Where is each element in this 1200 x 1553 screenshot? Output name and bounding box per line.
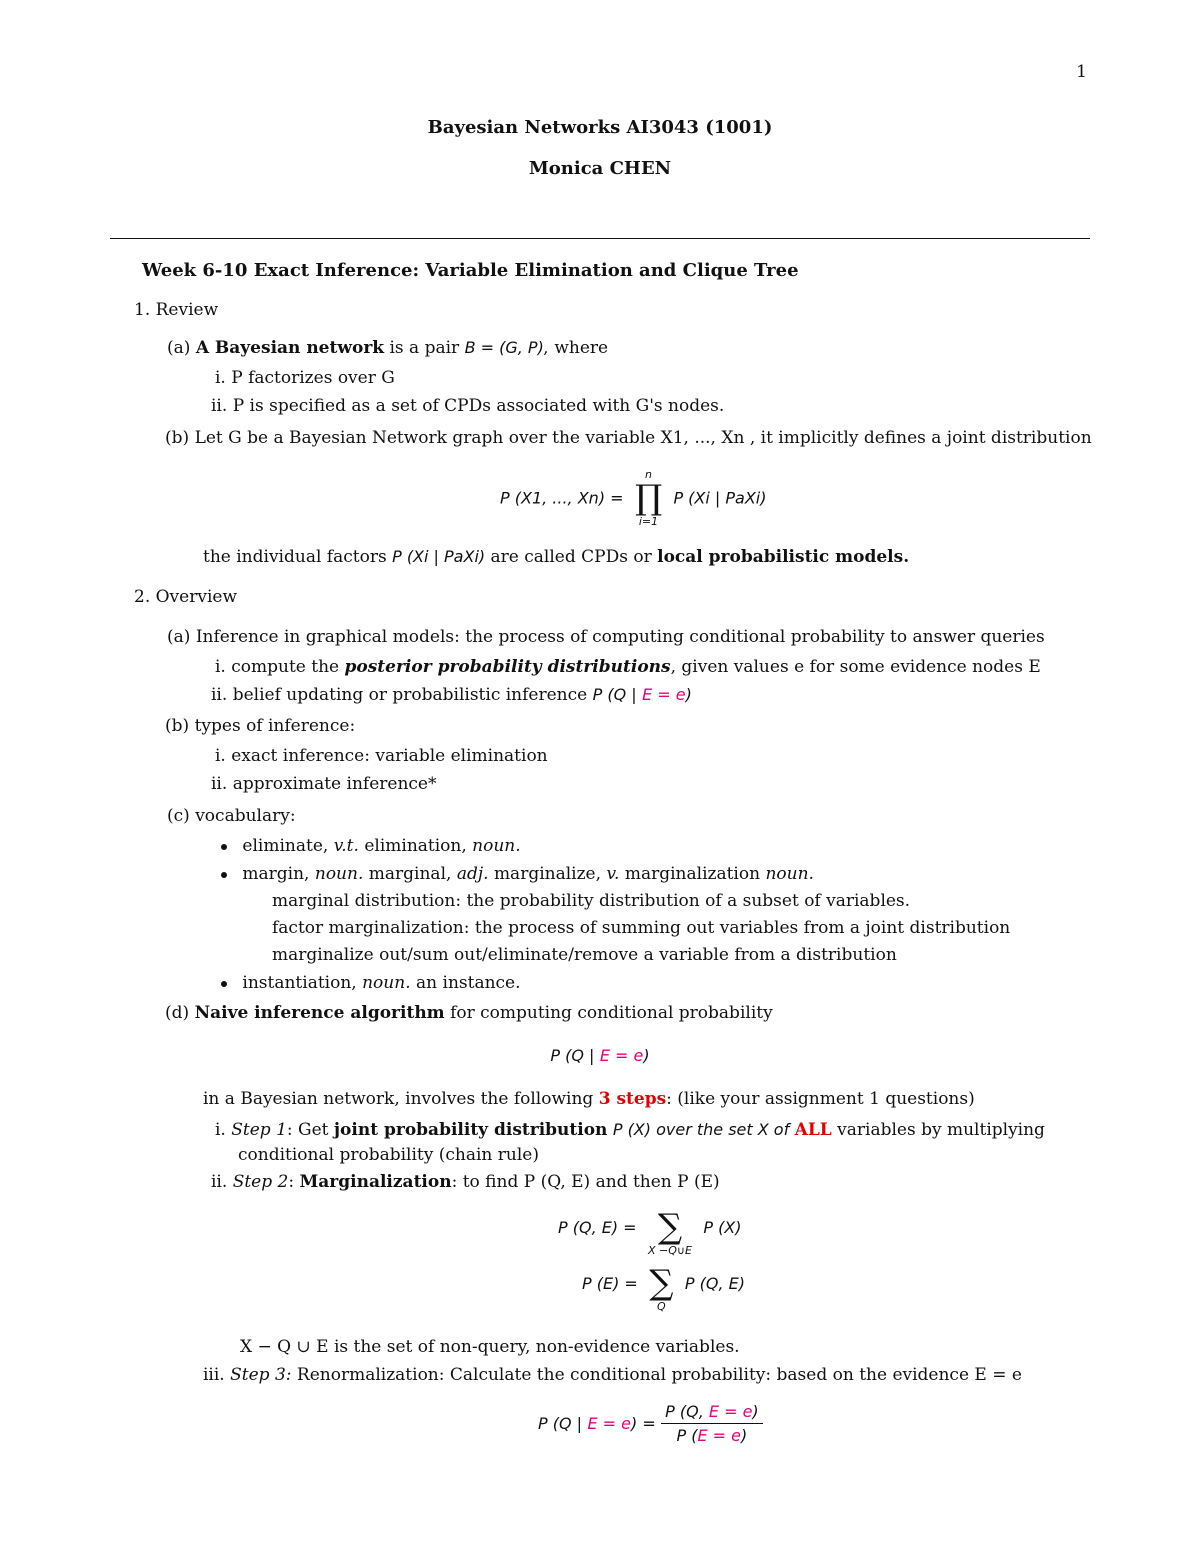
bold-term: joint probability distribution	[333, 1120, 608, 1140]
bullet-icon	[221, 981, 227, 987]
item-label: ii.	[211, 1172, 228, 1192]
item-label: (c)	[167, 806, 190, 826]
review-item-b	[165, 428, 1092, 448]
item-label: ii.	[211, 396, 228, 416]
sum-symbol: ∑	[657, 1207, 683, 1247]
section-overview-label: 2. Overview	[134, 587, 238, 607]
formula-rhs: P (Q, E)	[684, 1274, 746, 1293]
renormalization-formula	[538, 1402, 763, 1445]
marginalization-formula-1	[558, 1207, 742, 1257]
formula-lhs: P (Q |	[538, 1414, 583, 1433]
vocab-bullet-eliminate	[221, 836, 521, 856]
text: marginalization	[624, 864, 761, 884]
conditional-probability-formula	[0, 1046, 1200, 1066]
week-heading: Week 6-10 Exact Inference: Variable Elimination and Clique Tree	[142, 260, 799, 281]
item-label: iii.	[203, 1365, 225, 1385]
sum-symbol: ∑	[649, 1263, 674, 1303]
overview-item-b-ii	[211, 774, 436, 794]
item-label: (b)	[165, 716, 190, 736]
product-upper: n	[645, 468, 652, 481]
math-highlight: E = e	[642, 685, 686, 704]
text: in a Bayesian network, involves the following	[203, 1089, 594, 1109]
step-1	[215, 1120, 1045, 1140]
italic-term: Step 3:	[230, 1365, 292, 1385]
math-inline: P (X) over the set X of	[612, 1120, 790, 1139]
text: types of inference:	[194, 716, 356, 736]
text: an instance.	[416, 973, 521, 993]
text: variables by multiplying	[837, 1120, 1045, 1140]
sum-operator	[648, 1207, 692, 1257]
product-operator	[635, 468, 662, 528]
text: Renormalization: Calculate the conditional probability: based on the evidence E = e	[296, 1365, 1022, 1385]
review-item-a-i	[215, 368, 395, 388]
text: for computing conditional probability	[450, 1003, 773, 1023]
text: Let G be a Bayesian Network graph over the variable X1, ..., Xn , it implicitly defines a joint distribution	[194, 428, 1092, 448]
italic-term: posterior probability distributions	[344, 657, 671, 677]
text: exact inference: variable elimination	[231, 746, 548, 766]
bullet-icon	[221, 844, 227, 850]
text: :	[288, 1172, 295, 1192]
text: : (like your assignment 1 questions)	[666, 1089, 975, 1109]
math-inline: )	[752, 1402, 759, 1421]
step-2	[211, 1172, 720, 1192]
math-inline: P (Q |	[550, 1046, 595, 1065]
item-label: i.	[215, 1120, 226, 1140]
bold-term: Naive inference algorithm	[194, 1003, 445, 1023]
review-item-a-ii	[211, 396, 724, 416]
highlight-red: 3 steps	[598, 1089, 667, 1109]
item-label: i.	[215, 657, 226, 677]
italic-term: noun.	[314, 864, 364, 884]
item-label: (d)	[165, 1003, 190, 1023]
text: compute the	[231, 657, 340, 677]
overview-item-b	[165, 716, 355, 736]
italic-term: noun.	[765, 864, 814, 884]
text: marginalize,	[493, 864, 602, 884]
text: , given values e for some evidence nodes E	[670, 657, 1041, 677]
italic-term: Step 2	[232, 1172, 289, 1192]
formula-lhs: P (E) =	[582, 1274, 638, 1293]
item-label: (b)	[165, 428, 190, 448]
vocab-sub-marginalize-out: marginalize out/sum out/eliminate/remove a variable from a distribution	[272, 945, 897, 965]
text: approximate inference*	[232, 774, 437, 794]
review-b-after	[203, 547, 909, 567]
product-lower: i=1	[638, 515, 659, 528]
marginalization-formula-2	[582, 1263, 746, 1313]
joint-distribution-formula	[500, 468, 766, 528]
overview-item-a-i	[215, 657, 1041, 677]
overview-item-c	[167, 806, 296, 826]
step-1-line2: conditional probability (chain rule)	[238, 1145, 539, 1165]
vocab-bullet-margin	[221, 864, 814, 884]
section-review-label: 1. Review	[134, 300, 219, 320]
math-inline: P (	[676, 1426, 698, 1445]
text: are called CPDs or	[490, 547, 652, 567]
text: Inference in graphical models: the process of computing conditional probability to answer queries	[195, 627, 1045, 647]
text: marginal,	[368, 864, 452, 884]
fraction-denominator	[661, 1424, 763, 1445]
italic-term: v.t.	[333, 836, 359, 856]
document-author: Monica CHEN	[528, 158, 672, 179]
text: margin,	[242, 864, 310, 884]
math-highlight: E = e	[587, 1414, 631, 1433]
italic-term: v.	[606, 864, 620, 884]
item-label: ii.	[211, 685, 228, 705]
vocab-sub-factor-marginalization: factor marginalization: the process of summing out variables from a joint distribution	[272, 918, 1011, 938]
formula-lhs: P (Q, E) =	[558, 1218, 637, 1237]
item-label: ii.	[211, 774, 228, 794]
text: the individual factors	[203, 547, 387, 567]
text: P factorizes over G	[231, 368, 395, 388]
math-highlight: E = e	[708, 1402, 753, 1421]
step-3	[203, 1365, 1022, 1385]
text: P is specified as a set of CPDs associated with G's nodes.	[232, 396, 725, 416]
sum-operator	[649, 1263, 674, 1313]
overview-item-b-i	[215, 746, 548, 766]
review-item-a	[167, 338, 608, 358]
item-label: (a)	[167, 627, 191, 647]
math-inline: B = (G, P),	[464, 338, 549, 357]
formula-lhs: ) =	[630, 1414, 656, 1433]
math-inline: P (Xi | PaXi)	[392, 547, 486, 566]
document-title: Bayesian Networks AI3043 (1001)	[427, 117, 773, 138]
italic-term: Step 1	[231, 1120, 287, 1140]
text: instantiation,	[242, 973, 357, 993]
sum-lower: Q	[657, 1300, 666, 1313]
math-inline: )	[643, 1046, 650, 1065]
italic-term: adj.	[456, 864, 489, 884]
overview-item-d	[165, 1003, 773, 1023]
fraction-numerator	[661, 1402, 763, 1424]
text: eliminate,	[242, 836, 329, 856]
math-inline: P (Q |	[592, 685, 637, 704]
item-label: i.	[215, 746, 226, 766]
overview-item-a	[167, 627, 1045, 647]
math-inline: )	[685, 685, 692, 704]
text: belief updating or probabilistic inference	[232, 685, 588, 705]
overview-item-a-ii	[211, 685, 692, 705]
bold-term: local probabilistic models.	[657, 547, 910, 567]
item-label: i.	[215, 368, 226, 388]
text: is a pair	[389, 338, 460, 358]
bold-term: Marginalization	[299, 1172, 452, 1192]
math-highlight: E = e	[697, 1426, 742, 1445]
math-inline: P (Q,	[665, 1402, 704, 1421]
vocab-bullet-instantiation	[221, 973, 521, 993]
overview-d-after	[203, 1089, 975, 1109]
step-2-note: X − Q ∪ E is the set of non-query, non-evidence variables.	[240, 1337, 740, 1357]
bold-term: A Bayesian network	[195, 338, 385, 358]
formula-rhs: P (X)	[703, 1218, 742, 1237]
header-rule	[110, 238, 1090, 239]
vocab-sub-marginal-distribution: marginal distribution: the probability distribution of a subset of variables.	[272, 891, 911, 911]
page-number: 1	[1076, 62, 1087, 82]
highlight-red: ALL	[794, 1120, 832, 1140]
bullet-icon	[221, 872, 227, 878]
fraction	[661, 1402, 763, 1445]
italic-term: noun.	[472, 836, 521, 856]
math-inline: )	[741, 1426, 748, 1445]
text: elimination,	[364, 836, 467, 856]
product-symbol: ∏	[634, 478, 663, 518]
item-label: (a)	[167, 338, 191, 358]
italic-term: noun.	[362, 973, 411, 993]
formula-lhs: P (X1, ..., Xn) =	[500, 488, 624, 508]
formula-rhs: P (Xi | PaXi)	[673, 488, 767, 508]
sum-lower: X −Q∪E	[648, 1244, 692, 1257]
text: : to find P (Q, E) and then P (E)	[451, 1172, 720, 1192]
text: : Get	[286, 1120, 329, 1140]
math-highlight: E = e	[599, 1046, 644, 1065]
text: where	[554, 338, 609, 358]
text: vocabulary:	[195, 806, 296, 826]
